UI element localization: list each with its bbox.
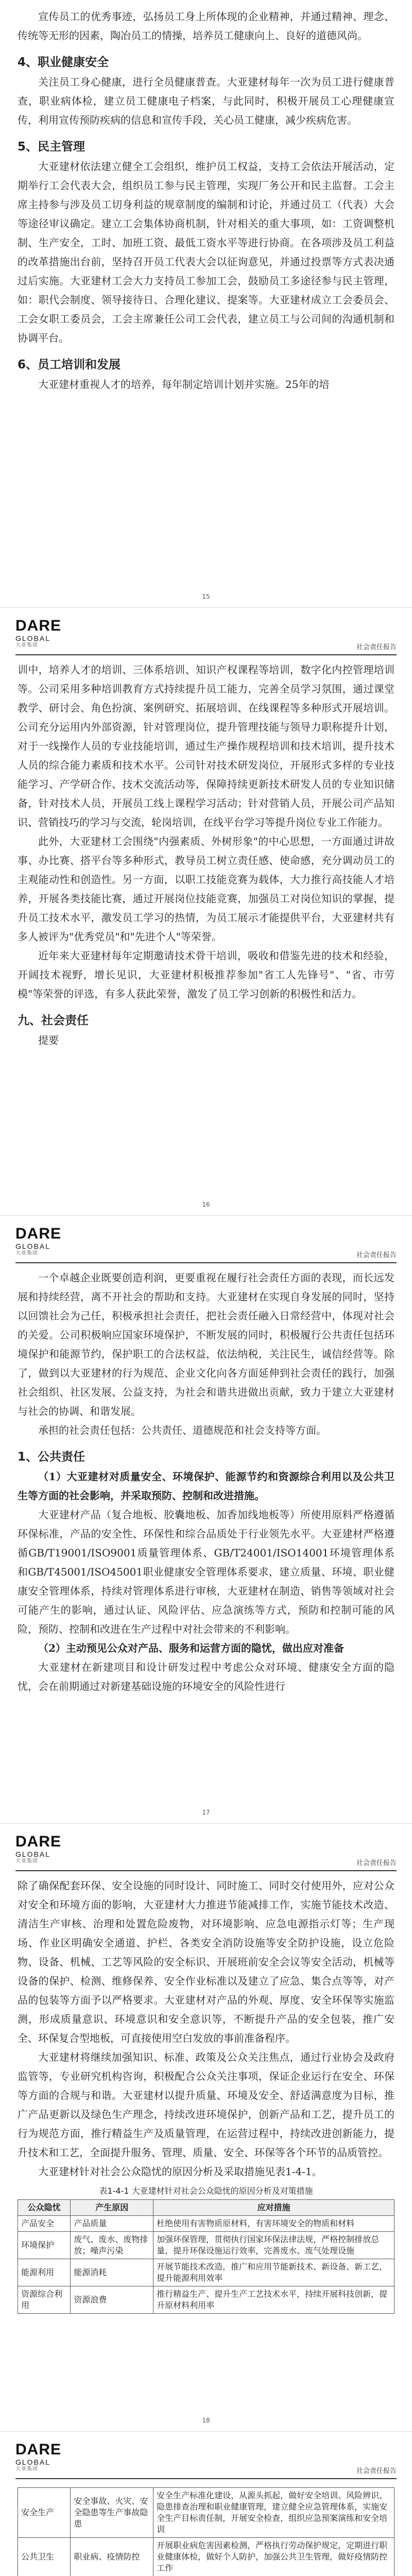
column-header: 产生原因 [71,2200,153,2216]
table-header-row [18,2200,394,2216]
page-number: 16 [202,1201,210,1208]
company-logo: DARE GLOBAL 大亚集团 [15,617,62,648]
header-title: 社会责任报告 [356,643,397,651]
training-paragraph: 大亚建材重视人才的培养，每年制定培训计划并实施。25年的培 [38,378,330,391]
table-cell: 杜绝使用有害物质原材料，有害环境安全的物质和材料 [153,2216,394,2232]
company-logo: DARE GLOBAL 大亚集团 [15,1225,62,1256]
table-cell: 能源消耗 [71,2259,153,2286]
public-concern-table [18,2199,394,2314]
training-continued-paragraph: 训中，培养人才的培训、三体系培训、知识产权课程等培训，数字化内控管理培训等。公司采用多种培训教育方式持续提升员工能力，完善全员学习氛围，通过课堂教学、研讨会、角色扮演、案例研究、拓展培训、在线课程等多种形式开展培训。公司充分运用内外部资源，针对管理岗位，提升管理技能与领导力职称提升计划，对于一线操作人员的专业技能培训，通过生产操作规程培训和技术培训，提升技术人员的综合能力素质和技术水平。公司针对技术研发岗位，开展形式多样的专业技能学习、产学研合作、技术交流活动等，保障持续更新技术研发人员的专业知识储备，针对技术人员，开展员工线上课程学习活动；针对营销人员，开展公司产品知识、营销技巧的学习与交流，轮岗培训，在线平台学习等提升岗位专业工作能力。 [18,664,394,828]
table-cell: 废气、废水、废物排放；噪声污染 [71,2232,153,2259]
page-header [15,1824,397,1871]
occupational-health-paragraph: 关注员工身心健康，进行全员健康普查。大亚建材每年一次为员工进行健康普查，职业病体检，建立员工健康电子档案，与此同时，积极开展员工心理健康宣传，利用宣传预防疾病的信息和宣传手段，关心员工健康，减少疾病危害。 [18,76,394,126]
document-page-2 [0,608,412,1216]
company-logo: DARE GLOBAL 大亚集团 [15,1833,62,1864]
democratic-management-paragraph: 大亚建材依法建立健全工会组织，维护员工权益，支持工会依法开展活动，定期举行工会代表大会，组织员工参与民主管理，实现厂务公开和民主监督。工会主席主持参与涉及员工切身利益的规章制度的编制和讨论，并通过员工（代表）大会等途径审议确定。建立工会集体协商机制，针对相关的重大事项，如：工资调整机制、生产安全，工时、加班工资、最低工资水平等进行协商。在各项涉及员工利益的改革措施出台前，坚持召开员工代表大会以征询意见，并通过投票等方式表决通过后实施。大亚建材工会大力支持员工参加工会，鼓励员工多途径参与民主管理，如：职代会制度、领导接待日、合理化建议、提案等。大亚建材成立工会委员会、工会女职工委员会，工会主席兼任公司工会代表，建立员工与公司间的沟通机制和协调平台。 [18,160,394,344]
social-responsibility-intro: 一个卓越企业既要创造利润，更要重视在履行社会责任方面的表现，而长远发展和持续经营，离不开社会的帮助和支持。大亚建材在实现自身发展的同时，坚持以回馈社会为己任，积极承担社会责任，把社会责任融入日常经营中，体现对社会的关爱。公司积极响应国家环境保护，不断发展的同时，积极履行公共责任包括环境保护和能源节约，保护职工的合法权益，依法纳税，关注民生，诚信经营等。除了，做到以大亚建材的行为规范、企业文化向各方面延伸到社会责任的践行，加强社会组织、社区发展、公益支持，为社会和谐共进做出贡献，致力于建立大亚建材与社会的协调、和谐发展。 [18,1272,394,1417]
column-header: 公众隐忧 [18,2200,71,2216]
summary-label: 提要 [38,1034,59,1046]
table-cell: 公共卫生 [18,2538,71,2576]
union-paragraph: 此外，大亚建材工会围绕"内强素质、外树形象"的中心思想，一方面通过讲故事、办比赛、搭平台等多种形式，教导员工树立责任感、使命感，充分调动员工的主观能动性和创造性。另一方面，以职工技能竞赛为载体，大力推行高技能人才培养，开展各类技能比赛，通过开展岗位技能竞赛，加强员工对岗位知识的掌握，提升员工技术水平，激发员工学习的热情，为员工展示才能提供平台，大亚建材共有多人被评为"优秀党员"和"先进个人"等荣誉。 [18,835,394,943]
page-number: 17 [202,1809,210,1816]
table-row [18,2286,394,2314]
table-cell: 安全生产标准化建设，从源头抓起，做好安全培训、风险辨识、隐患排查治理和职业健康管理，建立健全应急管理体系，实施安全生产目标责任制，开展安全检查，组织应急预案演练和安全培训 [153,2488,394,2538]
header-title: 社会责任报告 [356,1859,397,1867]
page-header [15,1216,397,1263]
table-cell: 开展职业病危害因素检测，严格执行劳动保护规定，定期进行职业健康体检，做好个人防护，加强公共卫生管理，做好疫情防控工作 [153,2538,394,2576]
table-row [18,2232,394,2259]
public-concern-table-continued [18,2487,394,2576]
section-heading-occupational-health: 4、职业健康安全 [18,56,109,69]
column-header: 应对措施 [153,2200,394,2216]
subsection-heading-public-concern: （2）主动预见公众对产品、服务和运营方面的隐忧，做出应对准备 [38,1642,344,1654]
table-caption: 表1-4-1 大亚建材针对社会公众隐忧的原因分析及对策措施 [99,2186,313,2196]
page-header [15,608,397,655]
table-cell: 安全事故、火灾、安全隐患等生产事故隐患 [71,2488,153,2538]
document-page-4 [0,1824,412,2432]
header-title: 社会责任报告 [356,1251,397,1259]
company-logo: DARE GLOBAL 大亚集团 [15,2441,62,2472]
table-row [18,2488,394,2538]
document-page-1 [0,0,412,608]
table-row [18,2538,394,2576]
responsibility-scope: 承担的社会责任包括：公共责任、道德规范和社会支持等方面。 [38,1424,327,1436]
quality-environment-paragraph: 大亚建材产品（复合地板、胶囊地板、加香加线地板等）所使用原料严格遵循环保标准，产品的安全性、环保性和综合品质处于行业领先水平。大亚建材严格遵循GB/T19001/ISO9001质量管理体系、GB/T24001/ISO14001环境管理体系和GB/T45001/ISO45001职业健康安全管理体系要求，建立质量、环境、职业健康安全管理体系，持续对管理体系进行审核，大亚建材在制造、销售等领域对社会可能产生的影响，通过认证、风险评估、应急演练等方式，预防和控制可能的风险，预防、控制和改进在生产过程中对社会带来的不利影响。 [18,1509,394,1635]
table-reference-paragraph: 大亚建材针对社会公众隐忧的原因分析及采取措施见表1-4-1。 [38,2165,322,2178]
table-cell: 环境保护 [18,2232,71,2259]
document-page-5 [0,2432,412,2576]
page-header [15,2432,397,2479]
page-number: 15 [202,593,210,600]
table-cell: 推行精益生产、提升生产工艺技术水平，持续开展科技创新，提升原材料利用率 [153,2286,394,2314]
page-number: 18 [202,2417,210,2424]
table-cell: 安全生产 [18,2488,71,2538]
table-row [18,2216,394,2232]
table-cell: 加强环保管理，贯彻执行国家环保法律法规，严格控制排放总量，提升环保设施运行效率，完善废水、废气处理设施 [153,2232,394,2259]
table-cell: 开展节能技术改造，推广和应用节能新技术、新设备、新工艺，提升能源利用效率 [153,2259,394,2286]
table-cell: 资源综合利用 [18,2286,71,2314]
subsection-heading-impact: （1）大亚建材对质量安全、环境保护、能源节约和资源综合利用以及公共卫生等方面的社会影响，并采取预防、控制和改进措施。 [18,1470,394,1502]
intro-paragraph: 宣传员工的优秀事迹，弘扬员工身上所体现的企业精神，并通过精神、理念、传统等无形的因素，陶冶员工的情操，培养员工健康向上、良好的道德风尚。 [18,10,394,42]
table-cell: 能源利用 [18,2259,71,2286]
new-project-paragraph: 大亚建材在新建项目和设计研发过程中考虑公众对环境、健康安全方面的隐忧，会在前期通过对新建基础设施的环境安全的风险性进行 [18,1661,394,1692]
header-title: 社会责任报告 [356,2467,397,2475]
table-cell: 资源浪费 [71,2286,153,2314]
section-heading-social-responsibility: 九、社会责任 [18,1014,89,1027]
section-heading-training: 6、员工培训和发展 [18,358,121,371]
section-heading-democratic-management: 5、民主管理 [18,140,85,154]
table-row [18,2259,394,2286]
table-cell: 产品质量 [71,2216,153,2232]
document-page-3 [0,1216,412,1824]
section-heading-public-responsibility: 1、公共责任 [18,1450,85,1464]
technical-exchange-paragraph: 近年来大亚建材每年定期邀请技术骨干培训，吸收和借鉴先进的技术和经验，开阔技术视野，增长见识，大亚建材积极推荐参加"省工人先锋号"、"省、市劳模"等荣誉的评选，有多人获此荣誉，激发了员工学习创新的积极性和活力。 [18,950,394,1000]
table-cell: 职业病、疫情防控 [71,2538,153,2576]
table-cell: 产品安全 [18,2216,71,2232]
standards-paragraph: 大亚建材将继续加强知识、标准、政策及公众关注焦点，通过行业协会及政府监管等，专业研究机构咨询，积极配合公众关注事项，保证企业运行在安全、环保等方面的合规与和谐。大亚建材以提升质量、环境及安全、舒适满意度为目标，推广产品更新以及绿色生产理念，持续改进环境保护，创新产品和工艺，提升员工的行为规范方面，推行精益生产及质量管理，在运营过程中，持续改进创新能力，提升技术和工艺，全面提升服务、管理、质量、安全、环保等各个环节的品质管控。 [18,2051,394,2159]
safety-facilities-paragraph: 除了确保配套环保、安全设施的同时设计、同时施工、同时交付使用外，应对公众对安全和环境方面的影响，大亚建材大力推进节能减排工作，实施节能技术改造、清洁生产审核、治理和处置危险废物，对环境影响、应急电源指示灯等；生产现场、作业区明确安全通道、护栏、各类安全消防设施等安全防护设施，设立危险物、设备、机械、工艺等风险的安全标识、开展班前安全会议等安全活动，机械等设备的保护、检测、维修保养、安全作业标准以及建立了应急、集合点等等，对产品的包装等方面予以严格要求。大亚建材对产品的外观、厚度、安全环保等实施监测，形成质量意识、环境意识和安全意识等，不断提升产品的安全包装，推广安全、环保复合型地板，可直接使用空白发放的事前准备程序。 [18,1879,394,2044]
